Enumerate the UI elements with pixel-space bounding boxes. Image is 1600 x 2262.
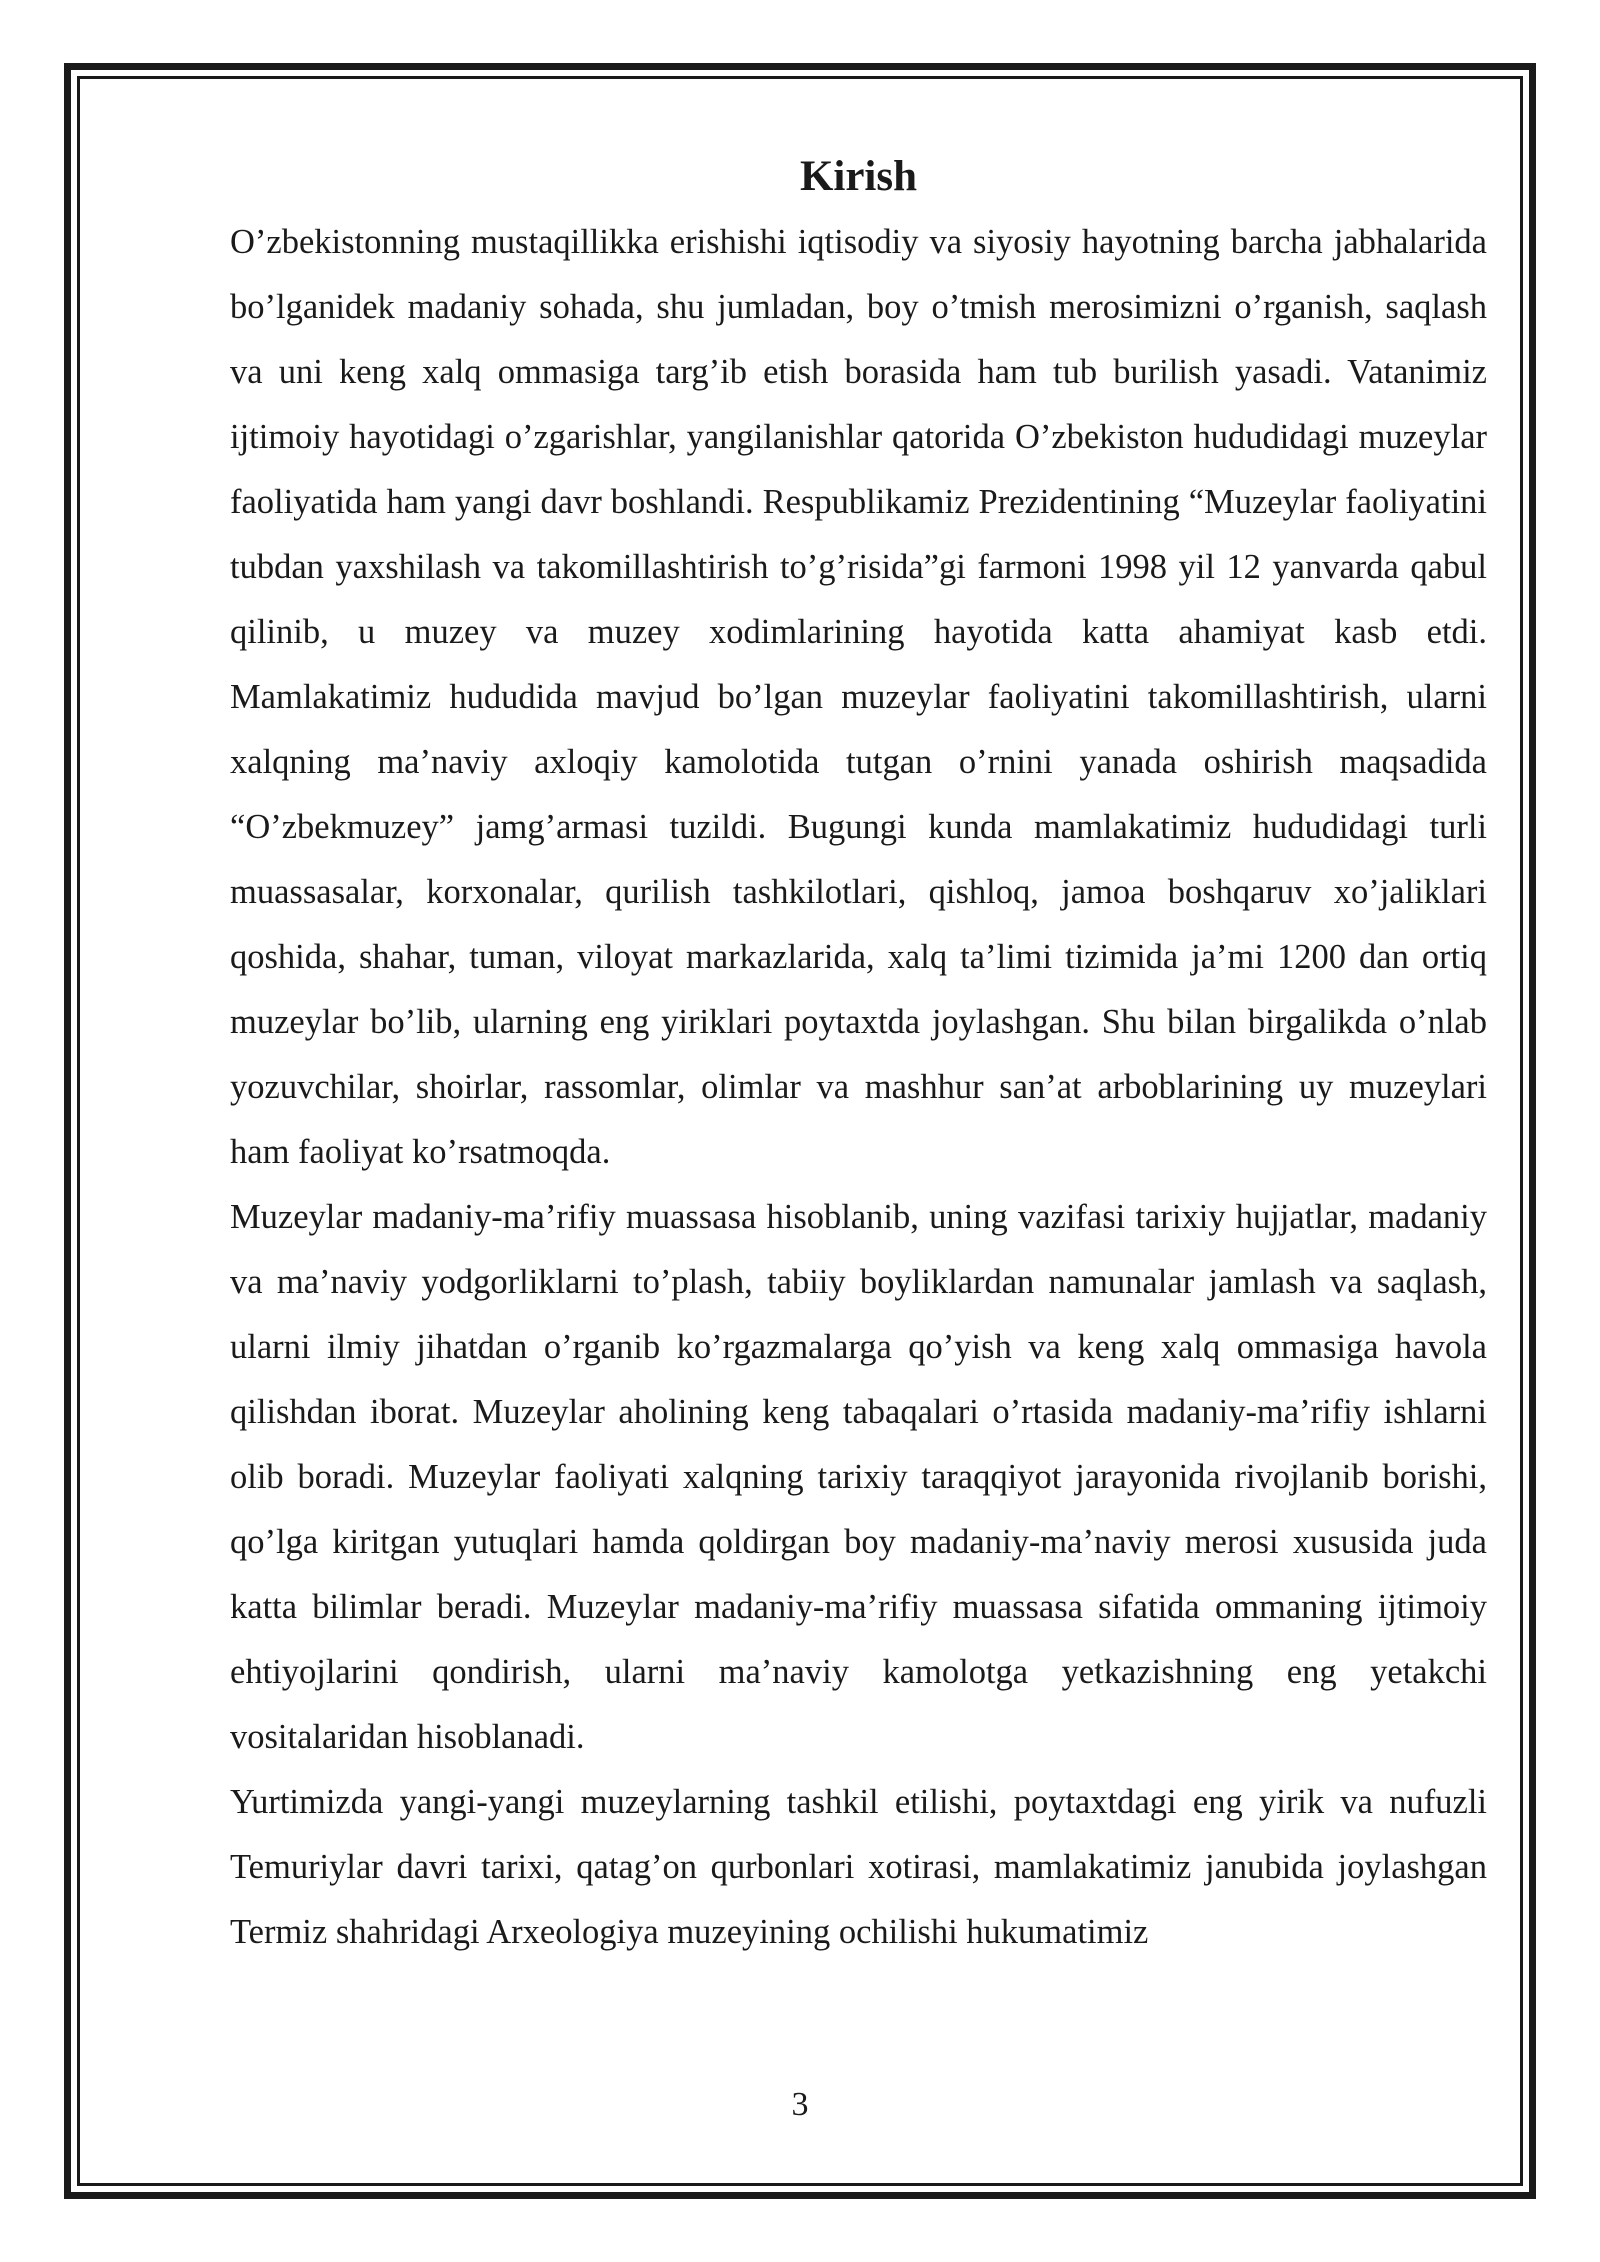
document-body [230, 148, 1487, 1965]
paragraph-2: Muzeylar madaniy-ma’rifiy muassasa hisoblanib, uning vazifasi tarixiy hujjatlar, madaniy va ma’naviy yodgorliklarni to’plash, tabiiy boyliklardan namunalar jamlash va saqlash, ularni ilmiy jihatdan o’rganib ko’rgazmalarga qo’yish va keng xalq ommasiga havola qilishdan iborat. Muzeylar aholining keng tabaqalari o’rtasida madaniy-ma’rifiy ishlarni olib boradi. Muzeylar faoliyati xalqning tarixiy taraqqiyot jarayonida rivojlanib borishi, qo’lga kiritgan yutuqlari hamda qoldirgan boy madaniy-ma’naviy merosi xususida juda katta bilimlar beradi. Muzeylar madaniy-ma’rifiy muassasa sifatida ommaning ijtimoiy ehtiyojlarini qondirish, ularni ma’naviy kamolotga yetkazishning eng yetakchi vositalaridan hisoblanadi. [230, 1198, 1487, 1756]
document-heading: Kirish [799, 153, 918, 200]
paragraph-3: Yurtimizda yangi-yangi muzeylarning tashkil etilishi, poytaxtdagi eng yirik va nufuzli Temuriylar davri tarixi, qatag’on qurbonlari xotirasi, mamlakatimiz janubida joylashgan Termiz shahridagi Arxeologiya muzeyining ochilishi hukumatimiz [230, 1783, 1487, 1951]
paragraph-1: O’zbekistonning mustaqillikka erishishi iqtisodiy va siyosiy hayotning barcha jabhalarida bo’lganidek madaniy sohada, shu jumladan, boy o’tmish merosimizni o’rganish, saqlash va uni keng xalq ommasiga targ’ib etish borasida ham tub burilish yasadi. Vatanimiz ijtimoiy hayotidagi o’zgarishlar, yangilanishlar qatorida O’zbekiston hududidagi muzeylar faoliyatida ham yangi davr boshlandi. Respublikamiz Prezidentining “Muzeylar faoliyatini tubdan yaxshilash va takomillashtirish to’g’risida”gi farmoni 1998 yil 12 yanvarda qabul qilinib, u muzey va muzey xodimlarining hayotida katta ahamiyat kasb etdi. Mamlakatimiz hududida mavjud bo’lgan muzeylar faoliyatini takomillashtirish, ularni xalqning ma’naviy axloqiy kamolotida tutgan o’rnini yanada oshirish maqsadida “O’zbekmuzey” jamg’armasi tuzildi. Bugungi kunda mamlakatimiz hududidagi turli muassasalar, korxonalar, qurilish tashkilotlari, qishloq, jamoa boshqaruv xo’jaliklari qoshida, shahar, tuman, viloyat markazlarida, xalq ta’limi tizimida ja’mi 1200 dan ortiq muzeylar bo’lib, ularning eng yiriklari poytaxtda joylashgan. Shu bilan birgalikda o’nlab yozuvchilar, shoirlar, rassomlar, olimlar va mashhur san’at arboblarining uy muzeylari ham faoliyat ko’rsatmoqda. [230, 223, 1487, 1171]
page-number: 3 [791, 2086, 809, 2123]
